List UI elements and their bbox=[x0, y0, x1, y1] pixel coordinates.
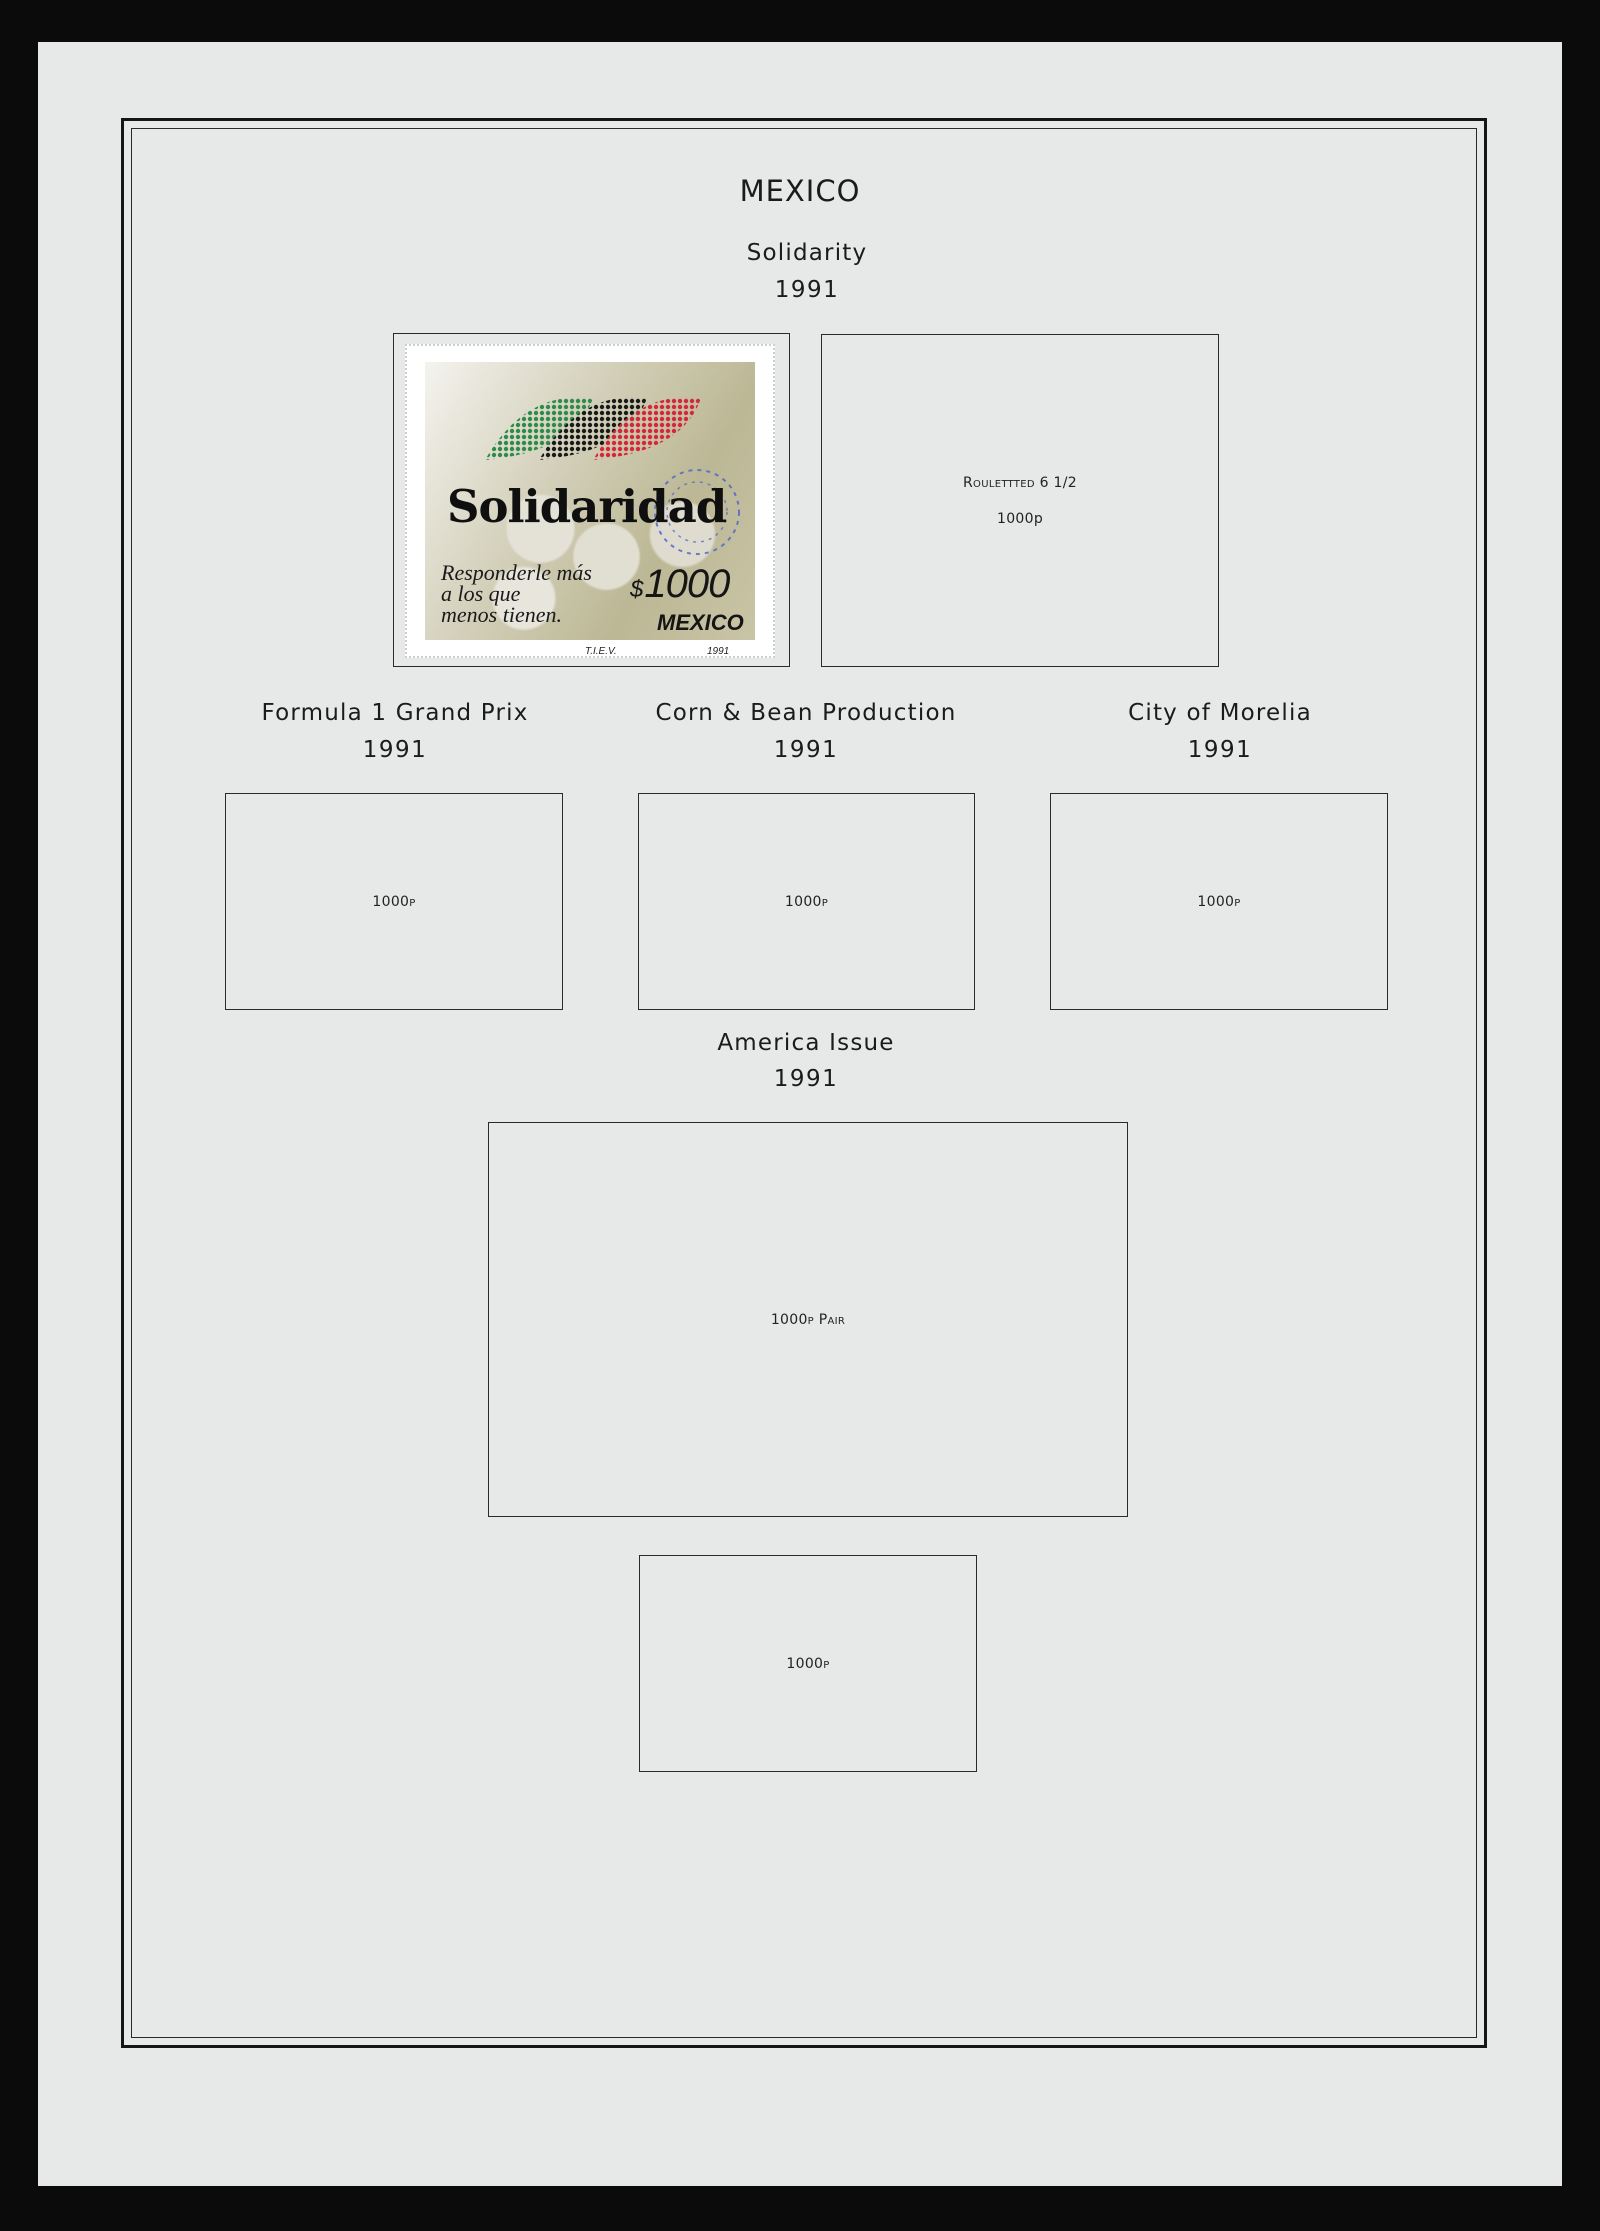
stamp-value bbox=[630, 562, 729, 607]
issue-title-solidarity: Solidarity bbox=[746, 240, 868, 266]
country-title: MEXICO bbox=[739, 174, 861, 208]
stamp-slogan-line-2: a los que bbox=[441, 581, 521, 606]
stamp-space-america-pair[interactable] bbox=[488, 1122, 1128, 1517]
stamp-space-america-single[interactable] bbox=[639, 1555, 977, 1772]
issue-year-corn-bean: 1991 bbox=[773, 737, 839, 763]
issue-year-america: 1991 bbox=[773, 1066, 839, 1092]
formula1-value: 1000p bbox=[372, 893, 416, 910]
stamp-space-roulette[interactable] bbox=[821, 334, 1219, 667]
stamp-printer: T.I.E.V. bbox=[585, 646, 617, 657]
stamp-design bbox=[425, 362, 755, 657]
issue-year-solidarity: 1991 bbox=[774, 277, 840, 303]
stamp-denomination: 1000 bbox=[644, 562, 730, 606]
stamp-year: 1991 bbox=[707, 646, 730, 657]
stamp-currency: $ bbox=[630, 576, 643, 603]
issue-title-corn-bean: Corn & Bean Production bbox=[655, 700, 957, 726]
america-single-value: 1000p bbox=[786, 1655, 830, 1672]
roulette-value: 1000p bbox=[996, 510, 1043, 527]
america-pair-value: 1000p Pair bbox=[770, 1311, 846, 1328]
issue-title-morelia: City of Morelia bbox=[1128, 700, 1312, 726]
morelia-value: 1000p bbox=[1197, 893, 1241, 910]
stamp-space-morelia[interactable] bbox=[1050, 793, 1388, 1010]
roulette-caption: Roulettted 6 1/2 bbox=[963, 474, 1077, 491]
stamp-word: Solidaridad bbox=[447, 480, 727, 533]
stamp-slogan-line-1: Responderle más bbox=[441, 560, 592, 585]
stamp-space-formula1[interactable] bbox=[225, 793, 563, 1010]
issue-year-formula1: 1991 bbox=[362, 737, 428, 763]
issue-title-america: America Issue bbox=[717, 1030, 895, 1056]
stamp-space-corn-bean[interactable] bbox=[638, 793, 975, 1010]
corn-bean-value: 1000p bbox=[784, 893, 829, 910]
issue-title-formula1: Formula 1 Grand Prix bbox=[261, 700, 529, 726]
stamp-country: MEXICO bbox=[657, 610, 744, 635]
stamp-solidaridad bbox=[405, 344, 775, 658]
stamp-slogan bbox=[441, 562, 592, 625]
issue-year-morelia: 1991 bbox=[1187, 737, 1253, 763]
stamp-slogan-line-3: menos tienen. bbox=[441, 602, 562, 627]
